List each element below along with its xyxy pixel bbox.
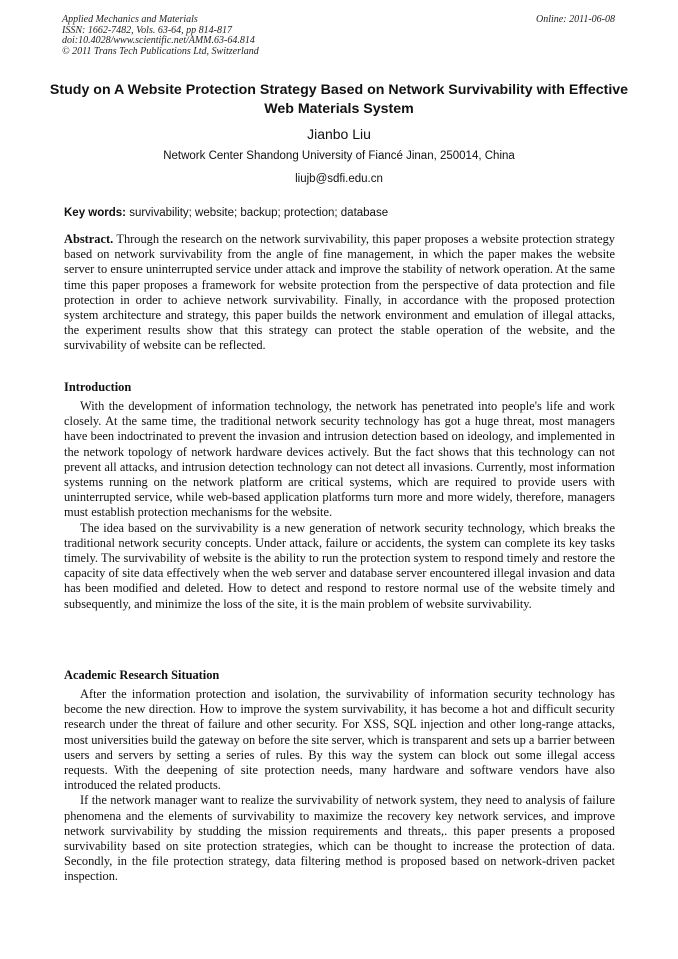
academic-paragraph: After the information protection and isolation, the survivability of information security technology has become the new direction. How to improve the system survivability, it has become a hot and difficult security research under the threat of failure and other security. For XSS, SQL injection and other long-range attacks, most universities build the gateway on before the site server, which is transparent and sets up a barrier between users and servers by setting a series of rules. By this way the system can block out some illegal access requests. With the deepening of site protection needs, many hardware and software vendors have also introduced the related products. (64, 687, 615, 793)
author-name: Jianbo Liu (307, 126, 371, 142)
academic-section (64, 668, 615, 885)
introduction-paragraph: The idea based on the survivability is a new generation of network security technology, which breaks the traditional network security concepts. Under attack, failure or accidents, the system can complete its key tasks timely. The survivability of website is the ability to run the protection system to respond timely and restore the capacity of site data effectively when the web server and database server encountered illegal invasion and data has been modified and deleted. How to detect and respond to restore normal use of the website timely and subsequently, and minimize the loss of the site, it is the main problem of website survivability. (64, 520, 615, 611)
abstract (64, 232, 615, 354)
academic-heading: Academic Research Situation (64, 668, 220, 682)
introduction-section (64, 380, 615, 612)
journal-header (62, 15, 615, 57)
academic-paragraph: If the network manager want to realize the survivability of network system, they need to analysis of failure phenomena and the elements of survivability to maximize the recovery key network services, and improve network survivability by studding the mission requirements and threats,. this paper presents a proposed survivability based on site protection strategies, which can be thought to increase the protection of data. Secondly, in the file protection strategy, data filtering method is proposed based on network-driven packet inspection. (64, 793, 615, 884)
journal-name: Applied Mechanics and Materials (62, 14, 198, 25)
keywords-text: survivability; website; backup; protection; database (129, 207, 389, 219)
abstract-label: Abstract. (64, 232, 114, 246)
doi-line: doi:10.4028/www.scientific.net/AMM.63-64.814 (62, 35, 255, 47)
keywords-label: Key words: (64, 207, 126, 219)
copyright-line: © 2011 Trans Tech Publications Ltd, Switzerland (62, 45, 259, 57)
keywords (64, 207, 615, 219)
author-email: liujb@sdfi.edu.cn (295, 173, 383, 185)
online-date: Online: 2011-06-08 (536, 14, 615, 25)
author-affiliation: Network Center Shandong University of Fiancé Jinan, 250014, China (163, 150, 515, 162)
paper-title: Study on A Website Protection Strategy Based on Network Survivability with Effective Web Materials System (49, 82, 629, 117)
introduction-heading: Introduction (64, 380, 132, 394)
abstract-text: Through the research on the network survivability, this paper proposes a website protection strategy based on network survivability from the angle of fine management, in which the paper makes the website server to ensure uninterrupted service under attack and improve the stability of network operation. At the same time this paper proposes a framework for website protection from the perspective of data protection and file protection in order to achieve network survivability. Finally, in accordance with the proposed protection system architecture and strategy, this paper builds the network environment and emulation of illegal attacks, the experiment results show that this strategy can protect the stable operation of the website, and the survivability of website can be reflected. (64, 232, 616, 353)
introduction-paragraph: With the development of information technology, the network has penetrated into people's life and work closely. At the same time, the traditional network security technology has got a huge threat, most managers have been indoctrinated to prevent the invasion and intrusion detection based on ideology, and implemented in the network topology of network hardware devices actively. But the fact shows that this technology can not prevent all attacks, and intrusion detection technology can not detect all invasions. Currently, most information systems running on the network platform are critical systems, which are required to provide users with uninterrupted service, while web-based application platforms turn more and more widely, therefore, managers must establish protection mechanisms for the website. (64, 399, 615, 520)
issn-line: ISSN: 1662-7482, Vols. 63-64, pp 814-817 (62, 24, 232, 36)
